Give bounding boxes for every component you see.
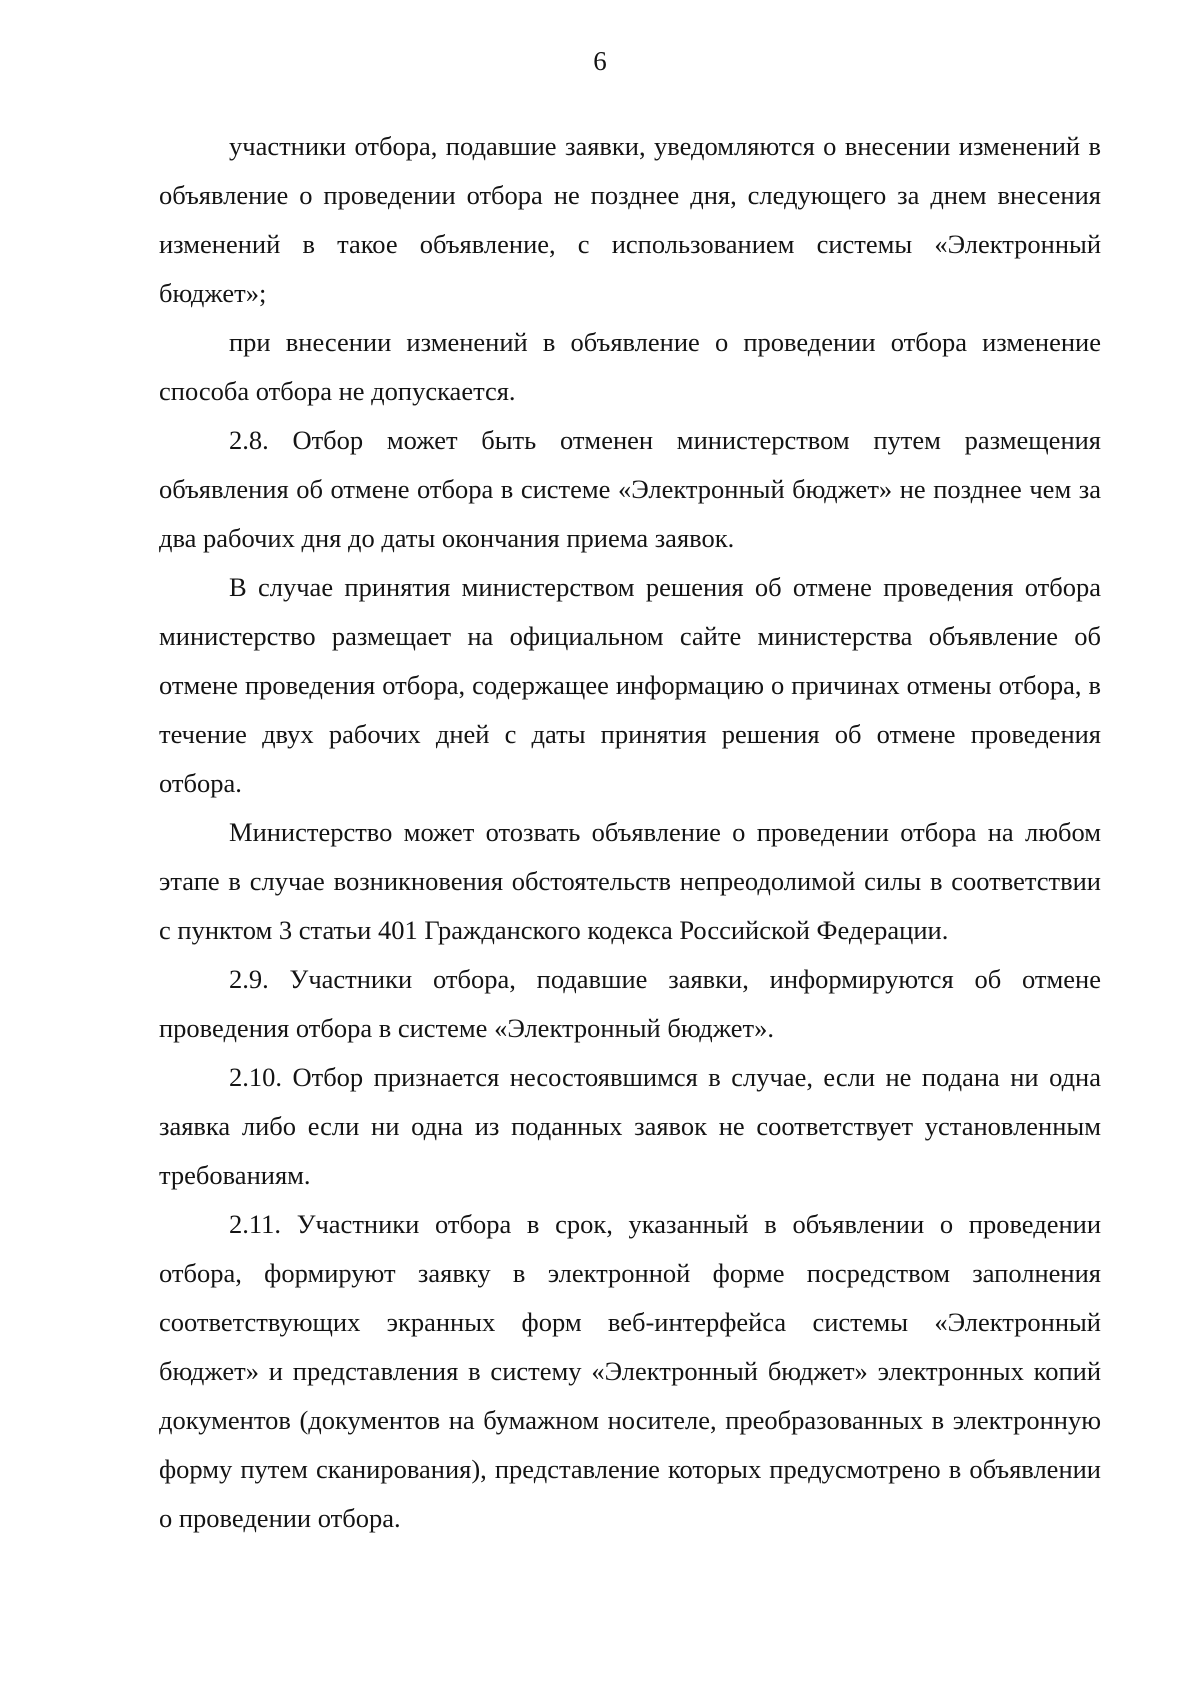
paragraph-change-notification: участники отбора, подавшие заявки, уведомляются о внесении изменений в объявление о проведении отбора не позднее дня, следующего за днем внесения изменений в такое объявление, с использованием системы «Электронный бюджет»; xyxy=(159,131,1101,308)
paragraph-cancellation-decision: В случае принятия министерством решения об отмене проведения отбора министерство размещает на официальном сайте министерства объявление об отмене проведения отбора, содержащее информацию о причинах отмены отбора, в течение двух рабочих дней с даты принятия решения об отмене проведения отбора. xyxy=(159,572,1101,798)
paragraph-2-8: 2.8. Отбор может быть отменен министерством путем размещения объявления об отмене отбора в системе «Электронный бюджет» не позднее чем за два рабочих дня до даты окончания приема заявок. xyxy=(159,425,1101,553)
paragraph-force-majeure: Министерство может отозвать объявление о проведении отбора на любом этапе в случае возникновения обстоятельств непреодолимой силы в соответствии с пунктом 3 статьи 401 Гражданского кодекса Российской Федерации. xyxy=(159,817,1101,945)
paragraph-method-change: при внесении изменений в объявление о проведении отбора изменение способа отбора не допускается. xyxy=(159,327,1101,406)
paragraph-2-10: 2.10. Отбор признается несостоявшимся в случае, если не подана ни одна заявка либо если ни одна из поданных заявок не соответствует установленным требованиям. xyxy=(159,1062,1101,1190)
paragraph-2-11: 2.11. Участники отбора в срок, указанный в объявлении о проведении отбора, формируют заявку в электронной форме посредством заполнения соответствующих экранных форм веб-интерфейса системы «Электронный бюджет» и представления в систему «Электронный бюджет» электронных копий документов (документов на бумажном носителе, преобразованных в электронную форму путем сканирования), представление которых предусмотрено в объявлении о проведении отбора. xyxy=(159,1209,1101,1533)
page-number: 6 xyxy=(593,46,607,76)
document-body xyxy=(159,122,1101,1543)
paragraph-2-9: 2.9. Участники отбора, подавшие заявки, информируются об отмене проведения отбора в системе «Электронный бюджет». xyxy=(159,964,1101,1043)
